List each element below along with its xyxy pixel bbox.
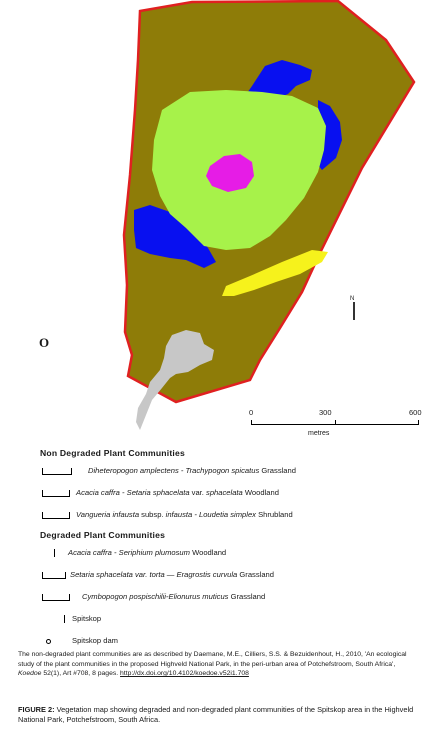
- legend-item-label: Setaria sphacelata var. torta — Eragrostis curvula Grassland: [70, 570, 275, 579]
- legend-item-label: Diheteropogon amplectens - Trachypogon spicatus Grassland: [88, 466, 296, 475]
- legend-heading-degraded: Degraded Plant Communities: [40, 530, 166, 540]
- legend-swatch: [46, 639, 51, 644]
- legend-swatch: [42, 572, 66, 579]
- legend-swatch: [54, 549, 55, 557]
- doi-link[interactable]: http://dx.doi.org/10.4102/koedoe.v52i1.708: [120, 670, 249, 677]
- legend-item: [40, 460, 420, 482]
- scale-tick-label-300: 300: [319, 408, 332, 417]
- legend-heading-non-degraded: Non Degraded Plant Communities: [40, 448, 185, 458]
- north-arrow-shaft: [353, 302, 355, 320]
- legend-item: [40, 482, 420, 504]
- legend-swatch: [42, 468, 72, 475]
- legend-item: [40, 542, 420, 564]
- legend-item: [40, 504, 420, 526]
- scale-line: [251, 424, 419, 425]
- legend-item-label: Cymbopogon pospischilii-Elionurus muticus Grassland: [82, 592, 266, 601]
- legend-swatch: [42, 594, 70, 601]
- source-note: The non-degraded plant communities are as described by Daemane, M.E., Cilliers, S.S. & Bezuidenhout, H., 2010, 'An ecological study of the plant communities in the proposed Highveld National Park, in the peri-urban area of Potchefstroom, South Africa', Koedoe 52(1), Art #708, 8 pages. http://dx.doi.org/10.4102/koedoe.v52i1.708: [18, 651, 407, 677]
- legend-item: [40, 586, 420, 608]
- scale-tick-label-600: 600: [409, 408, 422, 417]
- legend-item-label: Acacia caffra - Seriphium plumosum Woodland: [68, 548, 227, 557]
- legend-item-label: Spitskop dam: [72, 636, 119, 645]
- north-label: N: [350, 296, 355, 302]
- legend-item: [40, 608, 420, 630]
- legend: [40, 446, 420, 652]
- scale-bar: [246, 402, 430, 442]
- legend-item-label: Acacia caffra - Setaria sphacelata var. sphacelata Woodland: [76, 488, 279, 497]
- legend-item-label: Vangueria infausta subsp. infausta - Loudetia simplex Shrubland: [76, 510, 293, 519]
- legend-swatch: [42, 490, 70, 497]
- scale-tick-label-0: 0: [249, 408, 254, 417]
- legend-item: [40, 564, 420, 586]
- legend-item: [40, 630, 420, 652]
- north-arrow: [346, 296, 362, 324]
- scale-unit: metres: [308, 430, 330, 437]
- legend-swatch: [42, 512, 70, 519]
- legend-item-label: Spitskop: [72, 614, 102, 623]
- legend-swatch: [64, 615, 65, 623]
- map-o-label: O: [39, 335, 50, 350]
- figure-caption: FIGURE 2: Vegetation map showing degraded and non-degraded plant communities of the Spitskop area in the Highveld National Park, Potchefstroom, South Africa.: [18, 705, 414, 724]
